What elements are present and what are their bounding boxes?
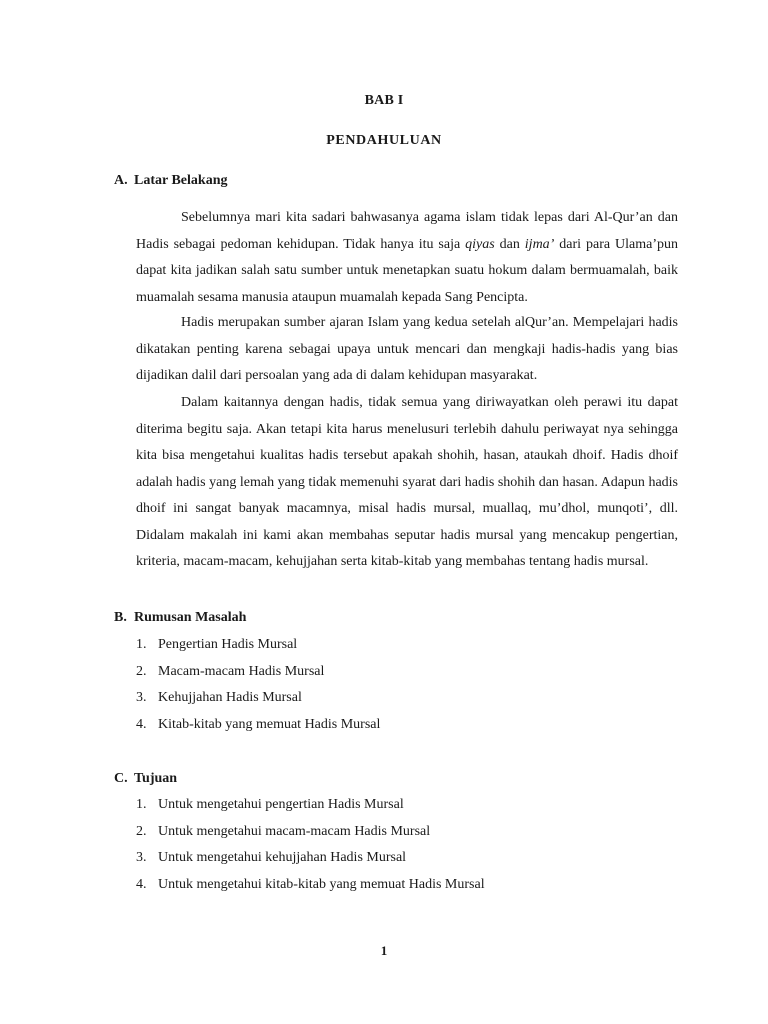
section-b-heading <box>114 610 246 626</box>
paragraph-1-middle: dan <box>494 236 525 252</box>
list-item: 3. Kehujjahan Hadis Mursal <box>136 690 302 706</box>
paragraph-3: Dalam kaitannya dengan hadis, tidak semua yang diriwayatkan oleh perawi itu dapat diterima begitu saja. Akan tetapi kita harus menelusuri terlebih dahulu periwayat nya sehingga kita bisa mengetahui kualitas hadis tersebut apakah shohih, hasan, ataukah dhoif. Hadis dhoif adalah hadis yang lemah yang tidak memenuhi syarat dari hadis shohih dan hasan. Adapun hadis dhoif ini sangat banyak macamnya, misal hadis mursal, muallaq, mu’dhol, munqoti’, dll. Didalam makalah ini kami akan membahas seputar hadis mursal yang mencakup pengertian, kriteria, macam-macam, kehujjahan serta kitab-kitab yang membahas tentang hadis mursal. <box>136 395 678 569</box>
list-item: 1. Untuk mengetahui pengertian Hadis Mursal <box>136 797 404 812</box>
section-c-letter: C. <box>114 771 128 786</box>
section-b-title: Rumusan Masalah <box>134 610 247 625</box>
list-item: 1. Pengertian Hadis Mursal <box>136 637 298 652</box>
paragraph-2: Hadis merupakan sumber ajaran Islam yang kedua setelah alQur’an. Mempelajari hadis dikatakan penting karena sebagai upaya untuk mencari dan mengkaji hadis-hadis yang bias dijadikan dalil dari persoalan yang ada di dalam kehidupan masyarakat. <box>136 315 678 383</box>
term-ijma: ijma’ <box>524 236 555 252</box>
section-b-letter: B. <box>114 610 127 625</box>
section-c-heading <box>114 771 177 787</box>
list-item: 4. Untuk mengetahui kitab-kitab yang memuat Hadis Mursal <box>136 877 485 893</box>
chapter-label: BAB I <box>364 93 404 108</box>
paragraph-1-before: Sebelumnya mari kita sadari bahwasanya agama islam tidak lepas dari Al-Qur’an dan Hadis sebagai pedoman kehidupan. Tidak hanya itu saja <box>136 210 678 252</box>
list-item: 3. Untuk mengetahui kehujjahan Hadis Mursal <box>136 850 407 866</box>
list-item: 2. Macam-macam Hadis Mursal <box>136 663 325 679</box>
list-item: 2. Untuk mengetahui macam-macam Hadis Mursal <box>136 823 431 839</box>
term-qiyas: qiyas <box>465 236 495 252</box>
list-item: 4. Kitab-kitab yang memuat Hadis Mursal <box>136 717 381 733</box>
section-a-heading <box>114 173 227 189</box>
paragraph-1-after: dari para Ulama’pun dapat kita jadikan salah satu sumber untuk menetapkan suatu hokum dalam bermuamalah, baik muamalah sesama manusia ataupun muamalah kepada Sang Pencipta. <box>136 236 678 305</box>
section-a-letter: A. <box>114 173 128 188</box>
objective-list <box>136 792 676 899</box>
paragraph-1 <box>136 205 678 311</box>
section-c-title: Tujuan <box>134 771 178 786</box>
problem-list <box>136 632 676 739</box>
section-a-title: Latar Belakang <box>134 173 228 188</box>
page-number: 1 <box>380 943 388 958</box>
chapter-title: PENDAHULUAN <box>326 133 442 148</box>
